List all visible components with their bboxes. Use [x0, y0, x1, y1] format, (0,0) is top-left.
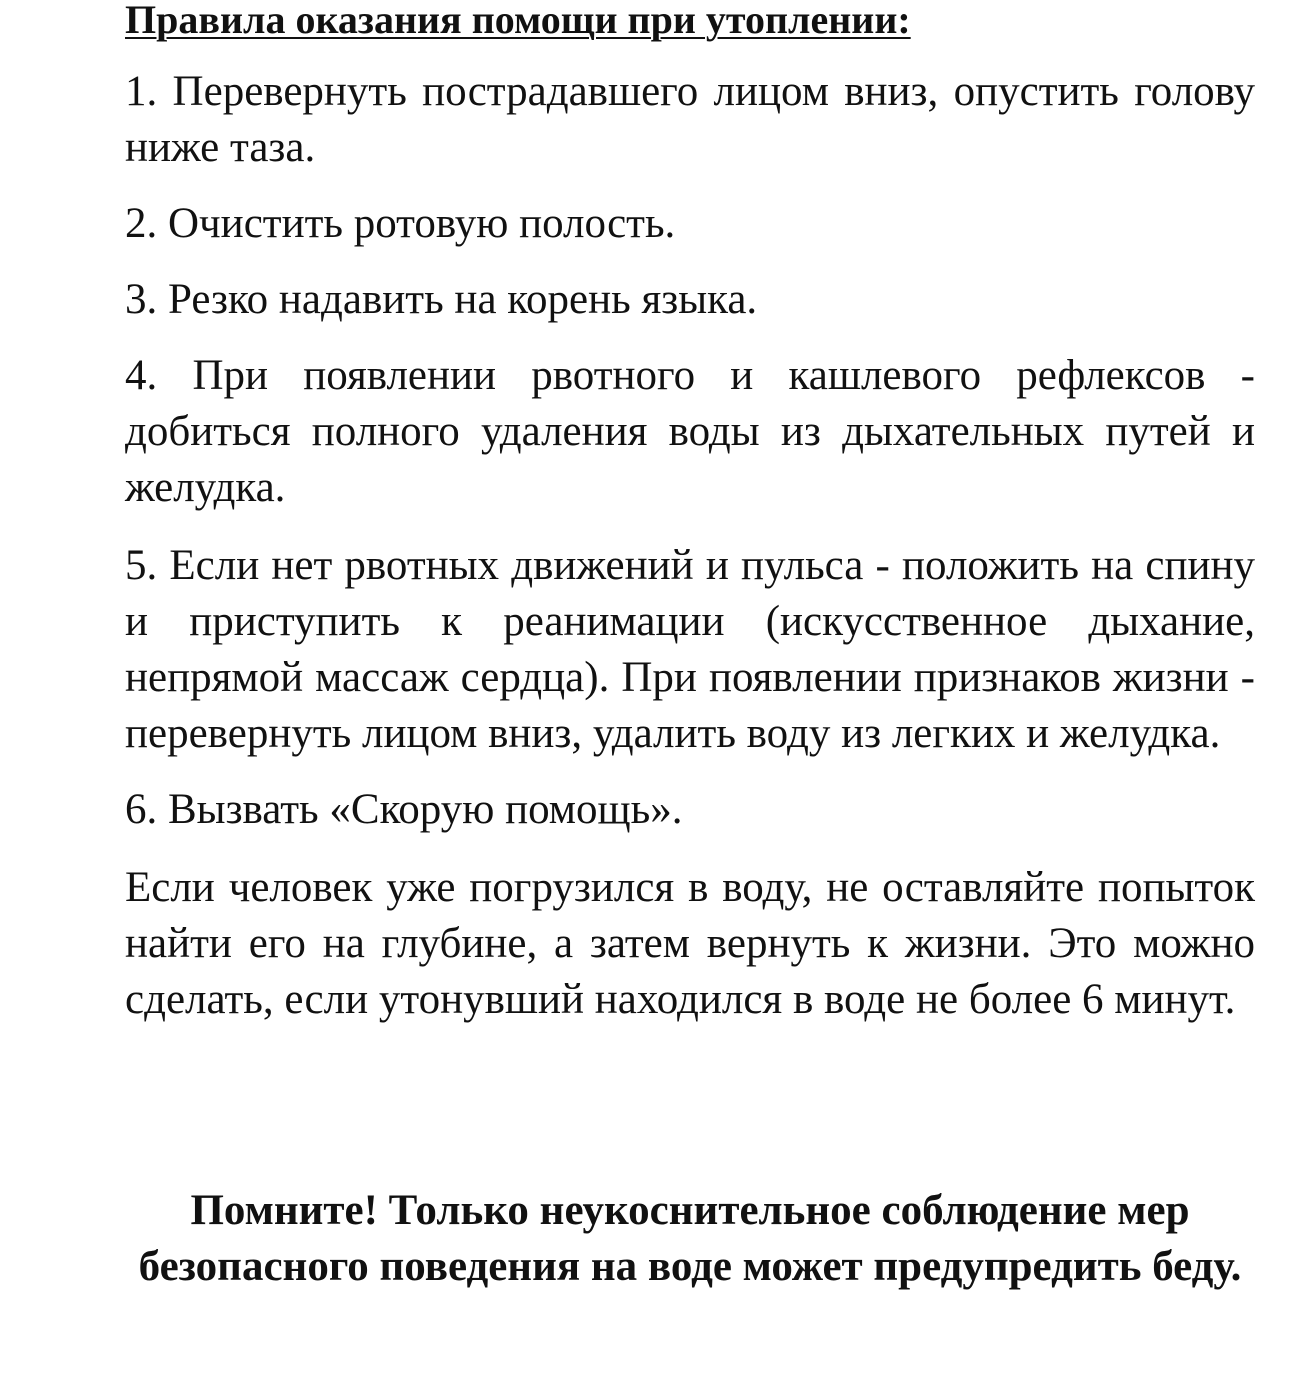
step-4-paragraph: 4. При появлении рвотного и кашлевого рефлексов - добиться полного удаления воды из дыхательных путей и желудка.: [125, 352, 1255, 511]
document-title: Правила оказания помощи при утоплении:: [125, 0, 911, 42]
warning-text: Помните! Только неукоснительное соблюдение мер безопасного поведения на воде может предупредить беду.: [138, 1187, 1242, 1290]
step-1-paragraph: 1. Перевернуть пострадавшего лицом вниз, опустить голову ниже таза.: [125, 68, 1255, 171]
note-paragraph: Если человек уже погрузился в воду, не оставляйте попыток найти его на глубине, а затем вернуть к жизни. Это можно сделать, если утонувший находился в воде не более 6 минут.: [125, 864, 1255, 1023]
step-6-paragraph: 6. Вызвать «Скорую помощь».: [125, 786, 683, 833]
step-5-paragraph: 5. Если нет рвотных движений и пульса - положить на спину и приступить к реанимации (искусственное дыхание, непрямой массаж сердца). При появлении признаков жизни - перевернуть лицом вниз, удалить воду из легких и желудка.: [125, 542, 1255, 757]
step-3-paragraph: 3. Резко надавить на корень языка.: [125, 276, 758, 323]
step-2-paragraph: 2. Очистить ротовую полость.: [125, 200, 676, 247]
document-body: [125, 0, 1255, 1028]
